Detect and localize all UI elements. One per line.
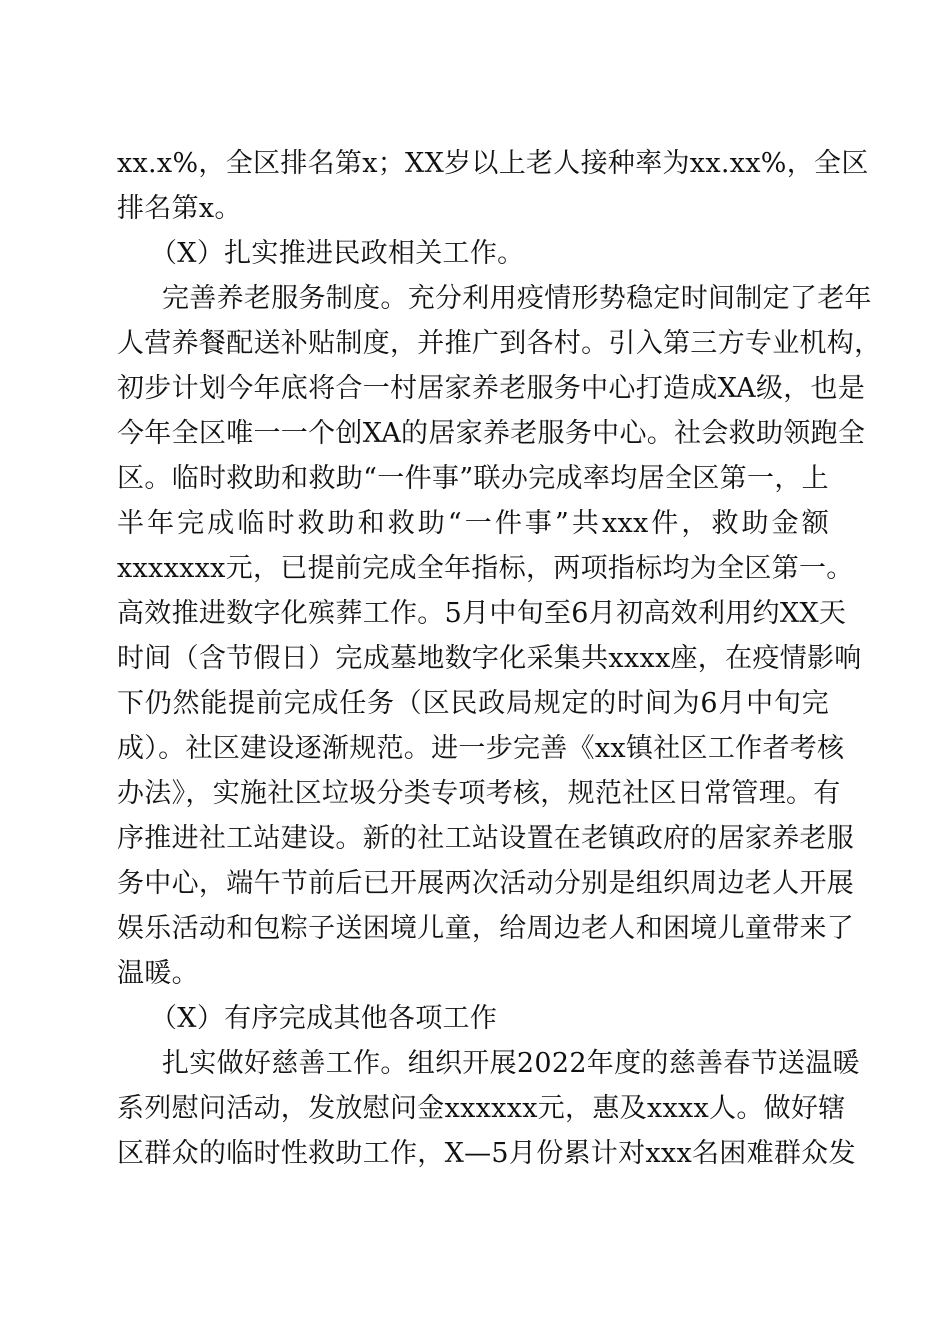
- text-line: 务中心，端午节前后已开展两次活动分别是组织周边老人开展: [117, 868, 855, 899]
- text-line: 温暖。: [117, 958, 199, 989]
- text-line: 成）。社区建设逐渐规范。进一步完善《xx镇社区工作者考核: [117, 733, 845, 764]
- section-heading: （X）扎实推进民政相关工作。: [150, 238, 525, 269]
- text-line: 区群众的临时性救助工作，X—5月份累计对xxx名困难群众发: [117, 1138, 856, 1169]
- text-line: 完善养老服务制度。充分利用疫情形势稳定时间制定了老年: [162, 283, 872, 314]
- text-line: 办法》，实施社区垃圾分类专项考核，规范社区日常管理。有: [117, 778, 841, 809]
- text-line: 序推进社工站建设。新的社工站设置在老镇政府的居家养老服: [117, 823, 855, 854]
- text-line: 半年完成临时救助和救助“一件事”共xxx件，救助金额: [117, 508, 829, 539]
- text-line: xxxxxxx元，已提前完成全年指标，两项指标均为全区第一。: [117, 553, 854, 584]
- text-line: 娱乐活动和包粽子送困境儿童，给周边老人和困境儿童带来了: [117, 913, 855, 944]
- text-line: 区。临时救助和救助“一件事”联办完成率均居全区第一，上: [117, 463, 829, 494]
- section-heading: （X）有序完成其他各项工作: [150, 1003, 498, 1034]
- text-line: 扎实做好慈善工作。组织开展2022年度的慈善春节送温暖: [162, 1048, 860, 1079]
- text-line: 下仍然能提前完成任务（区民政局规定的时间为6月中旬完: [117, 688, 829, 719]
- text-line: 系列慰问活动，发放慰问金xxxxxx元，惠及xxxx人。做好辖: [117, 1093, 846, 1124]
- text-line: 时间（含节假日）完成墓地数字化采集共xxxx座，在疫情影响: [117, 643, 862, 674]
- text-line: 排名第x。: [117, 193, 242, 224]
- text-line: 今年全区唯一一个创XA的居家养老服务中心。社会救助领跑全: [117, 418, 866, 449]
- text-line: 初步计划今年底将合一村居家养老服务中心打造成XA级，也是: [117, 373, 866, 404]
- text-line: 人营养餐配送补贴制度，并推广到各村。引入第三方专业机构，: [117, 328, 882, 359]
- text-line: 高效推进数字化殡葬工作。5月中旬至6月初高效利用约XX天: [117, 598, 847, 629]
- text-line: xx.x%，全区排名第x；XX岁以上老人接种率为xx.xx%，全区: [117, 148, 869, 179]
